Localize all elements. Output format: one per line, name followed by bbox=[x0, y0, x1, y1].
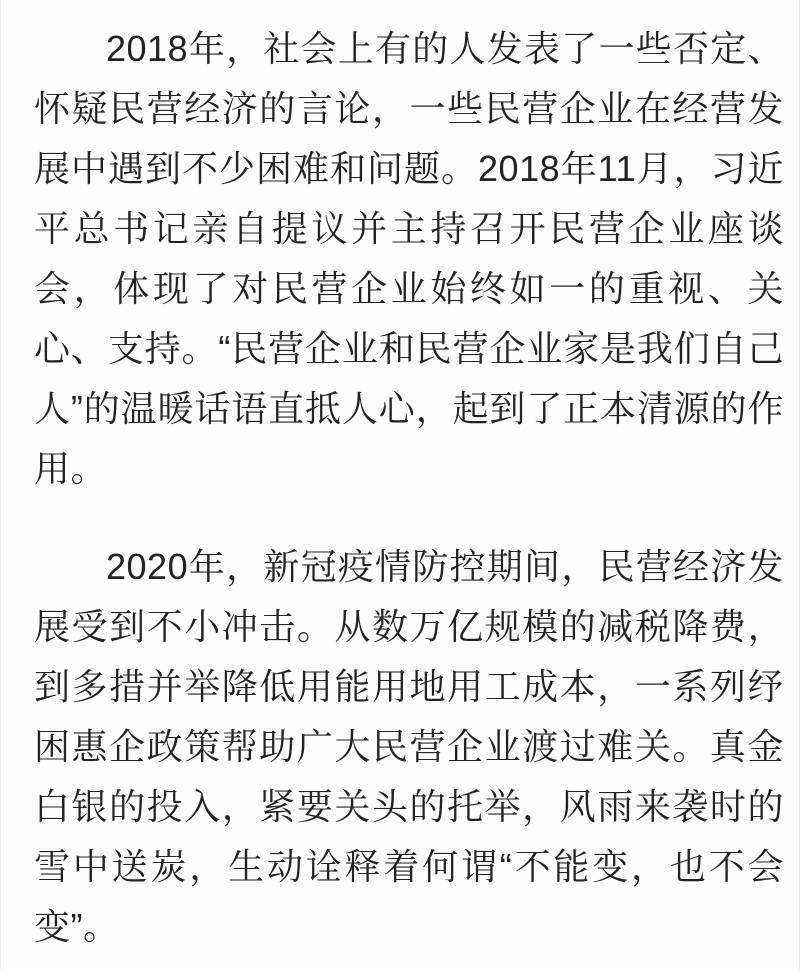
text-line: 雪中送炭，生动诠释着何谓“不能变，也不会 bbox=[34, 846, 784, 887]
article-body bbox=[1, 0, 799, 957]
text-line: 变”。 bbox=[34, 906, 120, 947]
text-line: 会，体现了对民营企业始终如一的重视、关 bbox=[34, 268, 784, 309]
text-line: 心、支持。“民营企业和民营企业家是我们自己 bbox=[34, 328, 784, 369]
paragraph bbox=[34, 19, 784, 499]
text-line: 怀疑民营经济的言论，一些民营企业在经营发 bbox=[34, 88, 784, 129]
text-line: 困惠企政策帮助广大民营企业渡过难关。真金 bbox=[34, 726, 784, 767]
text-line: 2020年，新冠疫情防控期间，民营经济发 bbox=[106, 546, 784, 587]
text-line: 展中遇到不少困难和问题。2018年11月，习近 bbox=[34, 148, 784, 189]
text-line: 平总书记亲自提议并主持召开民营企业座谈 bbox=[34, 208, 784, 249]
text-line: 用。 bbox=[34, 448, 108, 489]
text-line: 人”的温暖话语直抵人心，起到了正本清源的作 bbox=[34, 388, 784, 429]
text-line: 到多措并举降低用能用地用工成本，一系列纾 bbox=[34, 666, 784, 707]
text-line: 白银的投入，紧要关头的托举，风雨来袭时的 bbox=[34, 786, 784, 827]
paragraph bbox=[34, 537, 784, 957]
text-line: 2018年，社会上有的人发表了一些否定、 bbox=[106, 28, 784, 69]
text-line: 展受到不小冲击。从数万亿规模的减税降费， bbox=[34, 606, 784, 647]
